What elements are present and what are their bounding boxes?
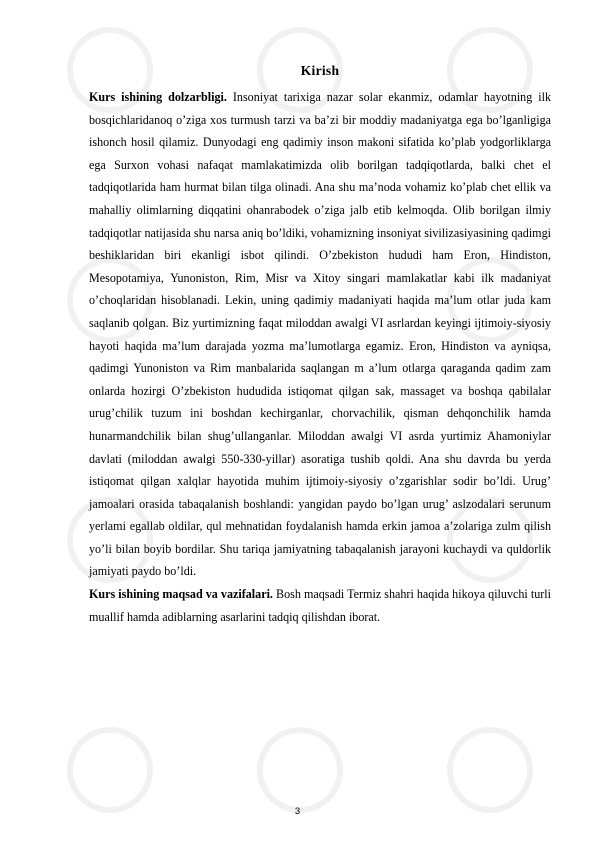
relevance-heading: Kurs ishining dolzarbligi. <box>89 90 227 104</box>
page-content <box>89 62 551 628</box>
goals-text: Bosh maqsadi Termiz shahri haqida hikoya qiluvchi turli muallif hamda adiblarning asarlarini tadqiq qilishdan iborat. <box>89 587 551 624</box>
page-number: 3 <box>294 806 301 817</box>
paragraph-goals <box>89 583 551 628</box>
paragraph-relevance <box>89 86 551 583</box>
goals-heading: Kurs ishining maqsad va vazifalari. <box>89 587 273 602</box>
relevance-text: Insoniyat tarixiga nazar solar ekanmiz, odamlar hayotning ilk bosqichlaridanoq o’ziga xos turmush tarzi va ba’zi bir moddiy madaniyatga ega bo’lganligiga ishonch hosil qilamiz. Dunyodagi eng qadimiy inson makoni sifatida ko’plab yodgorliklarga ega Surxon vohasi nafaqat mamlakatimizda olib borilgan tadqiqotlarda, balki chet el tadqiqotlarida ham hurmat bilan tilga olinadi. Ana shu ma’noda vohamiz ko’plab chet ellik va mahalliy olimlarning diqqatini ohanrabodek o’ziga jalb etib kelmoqda. Olib borilgan ilmiy tadqiqotlar natijasida shu narsa aniq bo’ldiki, vohamizning insoniyat sivilizasiyasining qadimgi beshiklaridan biri ekanligi isbot qilindi. O’zbekiston hududi ham Eron, Hindiston, Mesopotamiya, Yunoniston, Rim, Misr va Xitoy singari mamlakatlar kabi ilk madaniyat o’choqlaridan hisoblanadi. Lekin, uning qadimiy madaniyati haqida ma’lum otlar juda kam saqlanib qolgan. Biz yurtimizning faqat miloddan awalgi VI asrlardan keyingi ijtimoiy-siyosiy hayoti haqida ma’lum darajada yozma ma’lumotlarga egamiz. Eron, Hindiston va ayniqsa, qadimgi Yunoniston va Rim manbalarida saqlangan m a’lum otlarga qaraganda qadim zam onlarda hozirgi O’zbekiston hududida istiqomat qilgan sak, massaget va boshqa qabilalar urug’chilik tuzum ini boshdan kechirganlar, chorvachilik, qisman dehqonchilik hamda hunarmandchilik bilan shug’ullanganlar. Miloddan awalgi VI asrda yurtimiz Ahamoniylar davlati (miloddan awalgi 550-330-yillar) asoratiga tushib qoldi. Ana shu davrda bu yerda istiqomat qilgan xalqlar hayotida muhim ijtimoiy-siyosiy o’zgarishlar sodir bo’ldi. Urug’ jamoalari orasida tabaqalanish boshlandi: yangidan paydo bo’lgan urug’ aslzodalari serunum yerlami egallab oldilar, qul mehnatidan foydalanish hamda erkin jamoa a’zolariga zulm qilish yo’li bilan boyib bordilar. Shu tariqa jamiyatning tabaqalanish jarayoni kuchaydi va quldorlik jamiyati paydo bo’ldi. <box>89 90 552 579</box>
page-title: Kirish <box>300 63 340 78</box>
